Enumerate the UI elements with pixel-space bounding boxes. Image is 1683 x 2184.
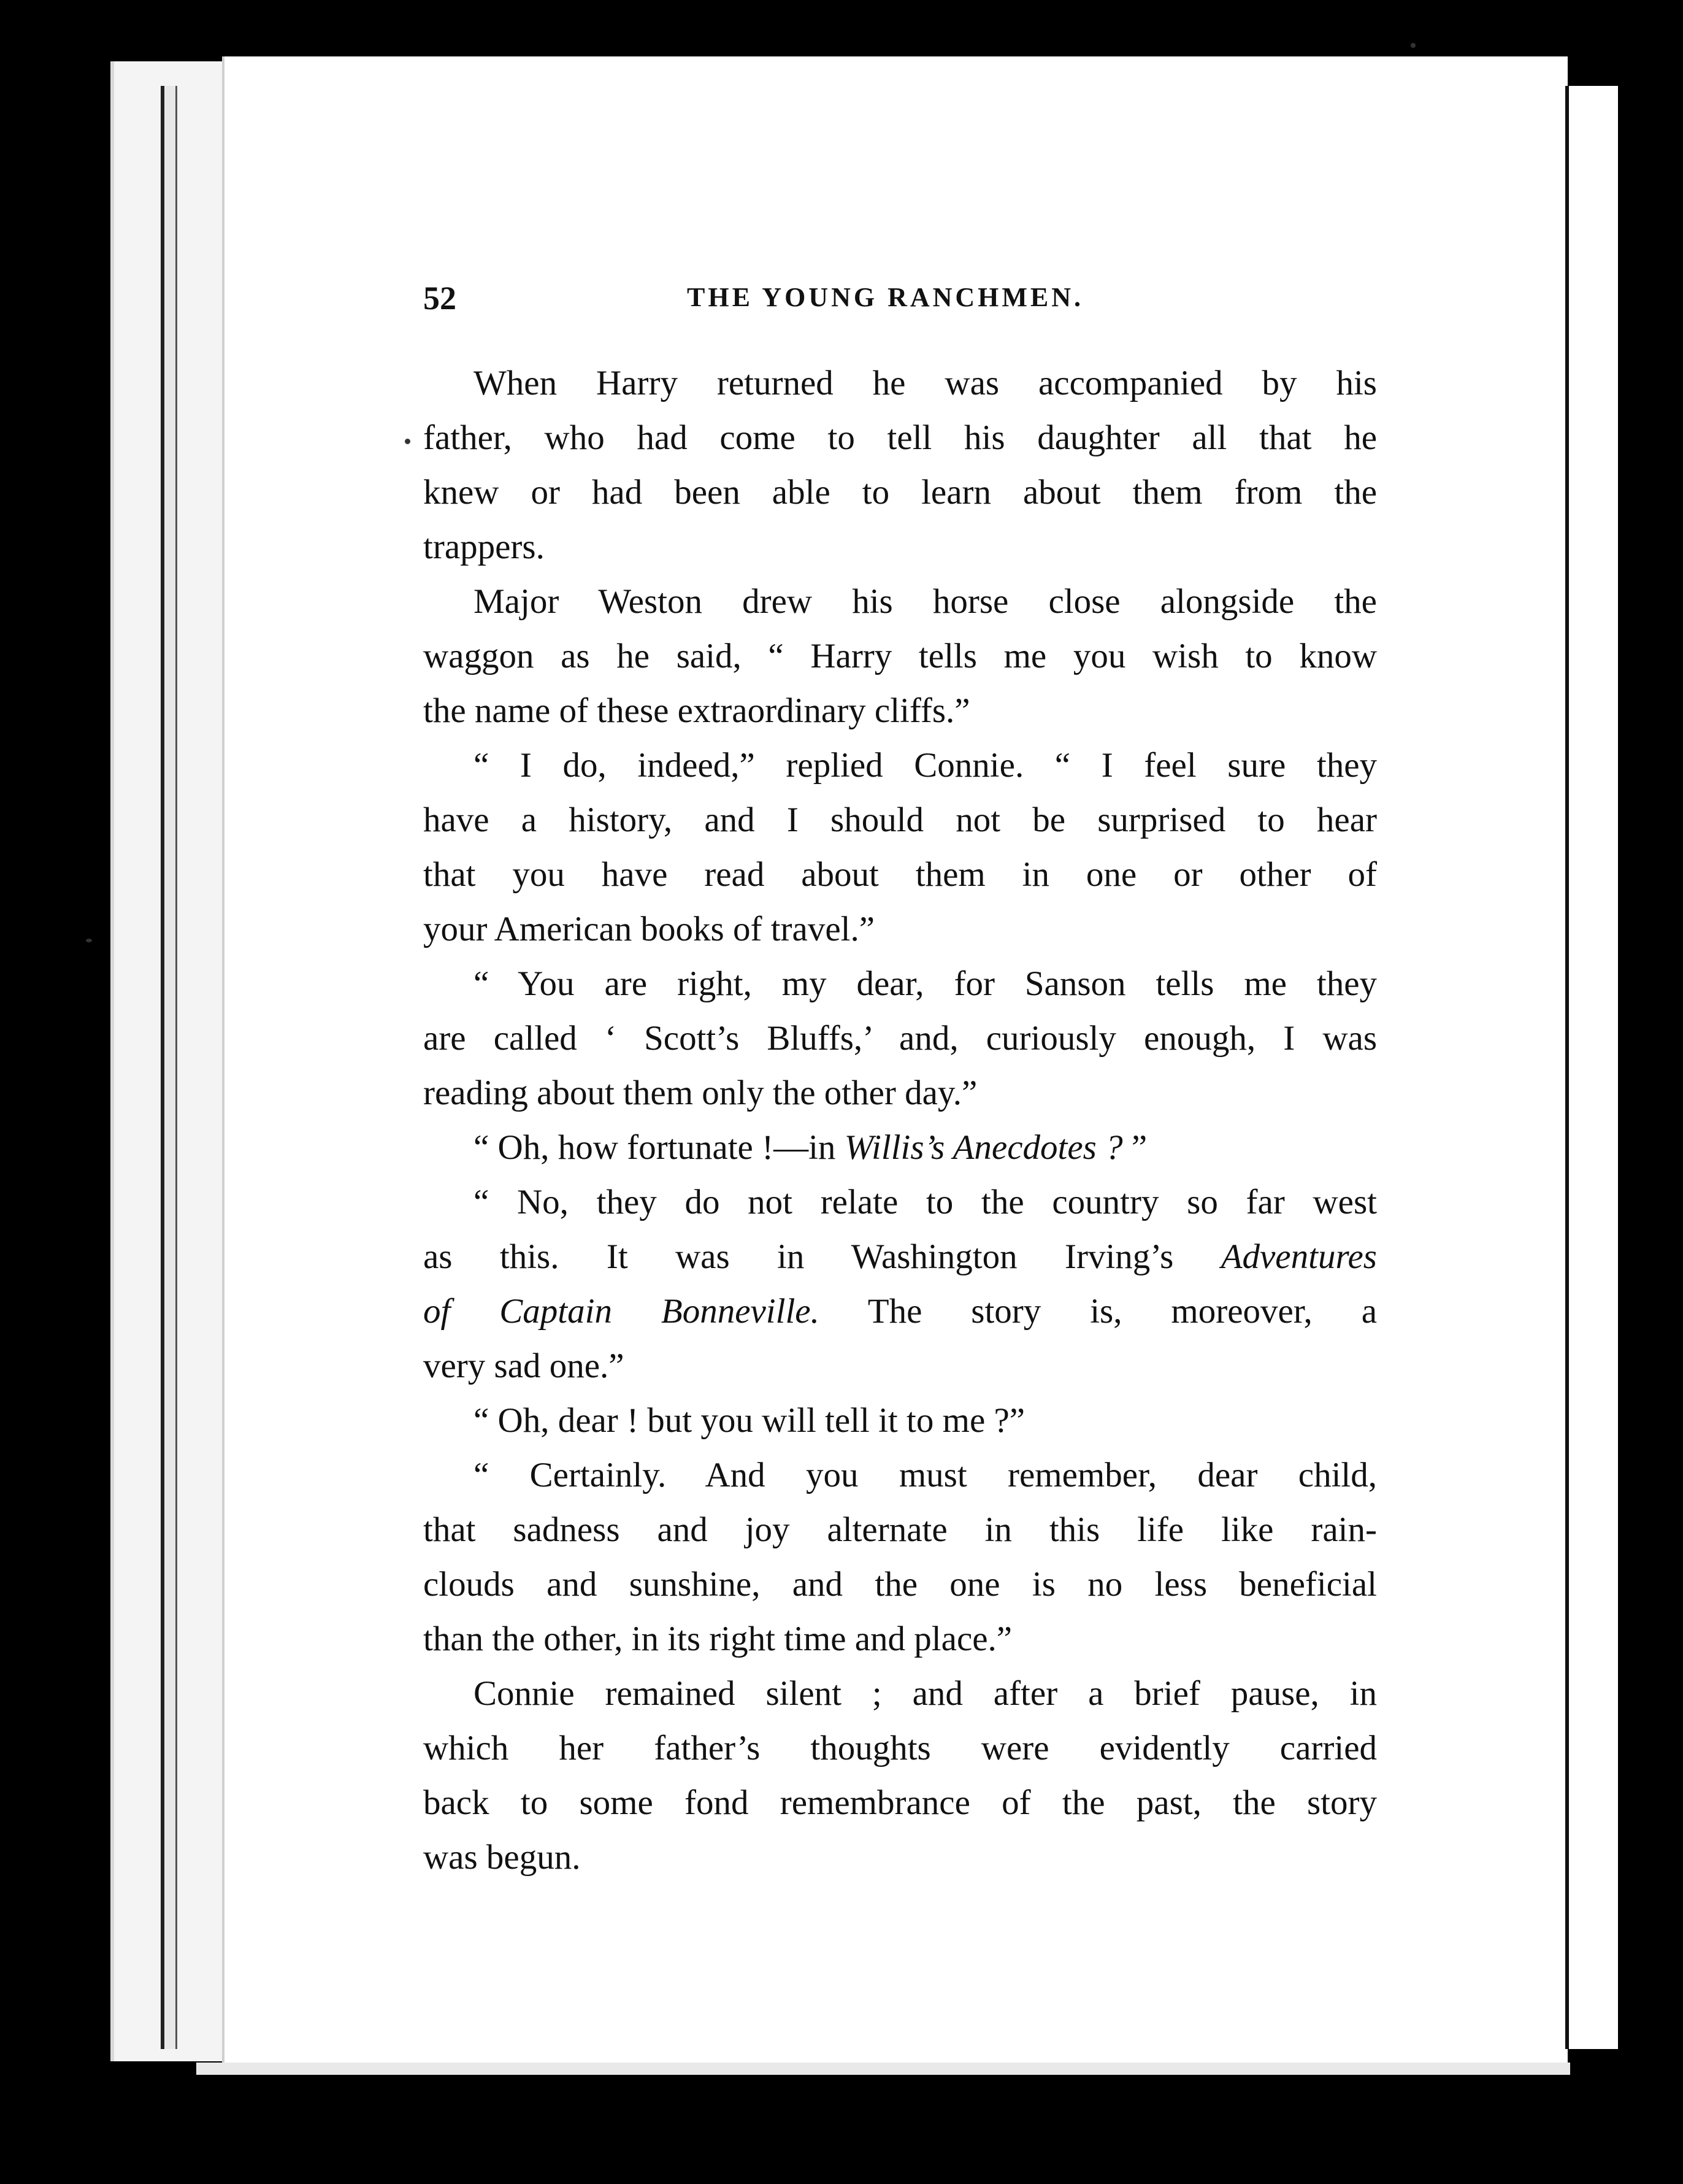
spine-rule [161, 86, 177, 2049]
page-number: 52 [423, 280, 456, 317]
text-line: that you have read about them in one or other of [423, 855, 1377, 894]
text-line: which her father’s thoughts were evidently carried [423, 1729, 1377, 1767]
paragraph-3 [423, 738, 1377, 956]
text-line: have a history, and I should not be surprised to hear [423, 801, 1377, 839]
text-line: Connie remained silent ; and after a brief pause, in [473, 1674, 1377, 1713]
paragraph-9 [423, 1666, 1377, 1885]
text-line: than the other, in its right time and place.” [423, 1620, 1013, 1658]
paragraph-5 [423, 1120, 1377, 1175]
scan-speck [86, 939, 92, 942]
text-line: waggon as he said, “ Harry tells me you wish to know [423, 637, 1377, 675]
text-line: “ Certainly. And you must remember, dear child, [473, 1456, 1377, 1494]
text-run: as this. It was in Washington Irving’s [423, 1237, 1221, 1276]
text-line: that sadness and joy alternate in this life like rain- [423, 1510, 1377, 1549]
text-line: the name of these extraordinary cliffs.” [423, 691, 970, 730]
paragraph-6 [423, 1175, 1377, 1393]
text-line: back to some fond remembrance of the past, the story [423, 1783, 1377, 1822]
book-title-italic: Adventures [1221, 1237, 1377, 1276]
text-line: “ I do, indeed,” replied Connie. “ I feel sure they [473, 746, 1377, 785]
text-line: Major Weston drew his horse close alongside the [473, 582, 1377, 621]
text-line: reading about them only the other day.” [423, 1074, 978, 1112]
book-title-italic: Willis’s Anecdotes ? [844, 1128, 1123, 1167]
text-line [423, 1120, 1377, 1175]
text-line: are called ‘ Scott’s Bluffs,’ and, curiously enough, I was [423, 1019, 1377, 1058]
text-run: ” [1122, 1128, 1148, 1167]
text-line: very sad one.” [423, 1347, 624, 1385]
paragraph-7 [423, 1393, 1377, 1448]
text-line: trappers. [423, 528, 545, 566]
scan-speck [1411, 43, 1416, 48]
text-line: father, who had come to tell his daughter all that he [423, 418, 1377, 457]
paragraph-4 [423, 956, 1377, 1120]
paragraph-1 [423, 356, 1377, 574]
running-head: THE YOUNG RANCHMEN. [687, 282, 1084, 312]
text-line: knew or had been able to learn about them from the [423, 473, 1377, 512]
next-page-edge [1565, 86, 1618, 2049]
text-line: “ You are right, my dear, for Sanson tells me they [473, 964, 1377, 1003]
body-text [423, 356, 1377, 1885]
text-line: clouds and sunshine, and the one is no less beneficial [423, 1565, 1377, 1604]
text-run: “ Oh, how fortunate !—in [473, 1128, 845, 1167]
text-line [423, 1229, 1377, 1284]
text-line: When Harry returned he was accompanied by his [473, 364, 1377, 402]
text-line: “ Oh, dear ! but you will tell it to me ?” [473, 1401, 1026, 1440]
scan-speck [405, 439, 410, 444]
page-bottom-edge [196, 2063, 1570, 2075]
paragraph-8 [423, 1448, 1377, 1666]
text-line: “ No, they do not relate to the country so far west [473, 1183, 1377, 1221]
page-header [423, 279, 1380, 316]
text-line [423, 1284, 1377, 1339]
paragraph-2 [423, 574, 1377, 738]
book-title-italic: of Captain Bonneville. [423, 1292, 819, 1331]
text-line: was begun. [423, 1838, 581, 1877]
text-run: The story is, moreover, a [819, 1292, 1377, 1331]
text-line: your American books of travel.” [423, 910, 875, 948]
